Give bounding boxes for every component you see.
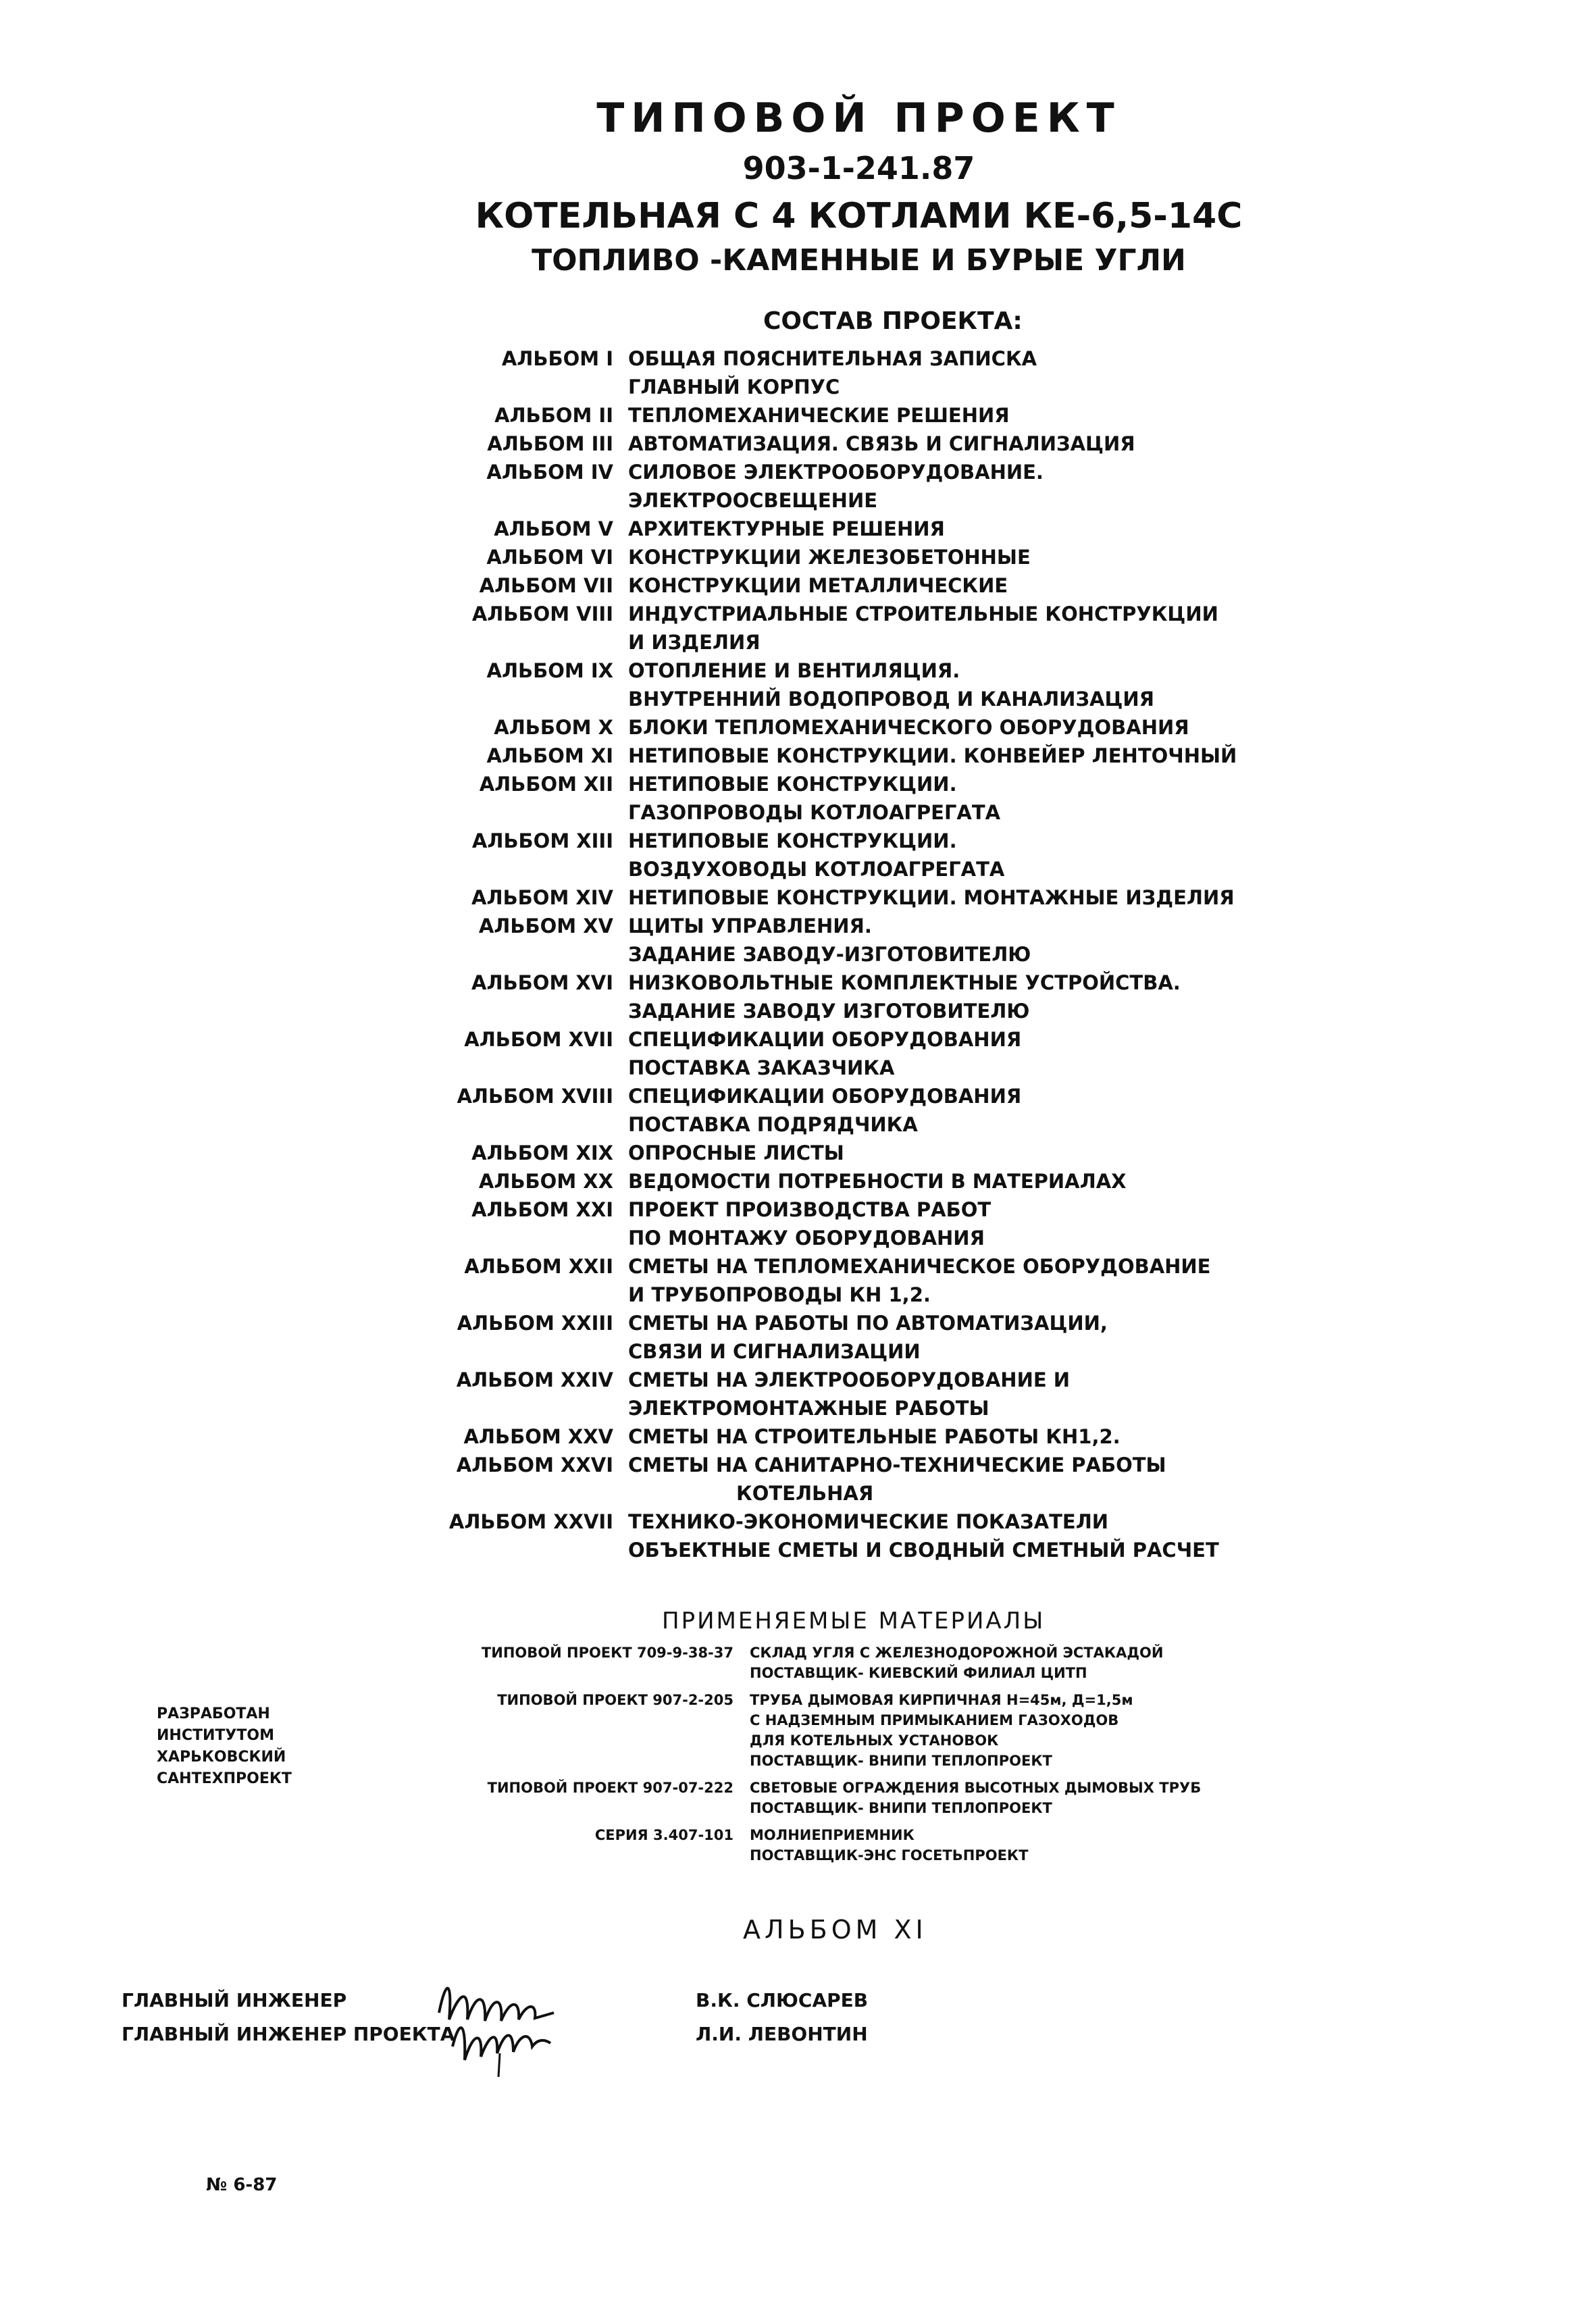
album-label: АЛЬБОМ XI bbox=[486, 744, 613, 767]
album-label: АЛЬБОМ XVII bbox=[464, 1028, 613, 1051]
album-label: АЛЬБОМ XXI bbox=[471, 1198, 613, 1221]
signature-row-chief-project-engineer bbox=[122, 2023, 868, 2045]
fuel-type: ТОПЛИВО -КАМЕННЫЕ И БУРЫЕ УГЛИ bbox=[532, 243, 1186, 278]
material-ref: СЕРИЯ 3.407-101 bbox=[594, 1827, 733, 1843]
material-desc: ДЛЯ КОТЕЛЬНЫХ УСТАНОВОК bbox=[750, 1732, 999, 1749]
album-desc: ЩИТЫ УПРАВЛЕНИЯ. bbox=[628, 915, 872, 937]
album-desc: ВНУТРЕННИЙ ВОДОПРОВОД И КАНАЛИЗАЦИЯ bbox=[628, 688, 1154, 711]
album-desc: СМЕТЫ НА РАБОТЫ ПО АВТОМАТИЗАЦИИ, bbox=[628, 1312, 1108, 1335]
document-code: № 6-87 bbox=[206, 2175, 278, 2195]
album-label: АЛЬБОМ III bbox=[487, 432, 613, 455]
album-entry bbox=[432, 713, 1364, 742]
album-desc: КОНСТРУКЦИИ ЖЕЛЕЗОБЕТОННЫЕ bbox=[628, 546, 1031, 569]
album-desc: СМЕТЫ НА ТЕПЛОМЕХАНИЧЕСКОЕ ОБОРУДОВАНИЕ bbox=[628, 1255, 1211, 1278]
album-entry bbox=[432, 883, 1364, 912]
album-desc: СПЕЦИФИКАЦИИ ОБОРУДОВАНИЯ bbox=[628, 1028, 1022, 1051]
developer-line: САНТЕХПРОЕКТ bbox=[157, 1770, 292, 1787]
developer-block bbox=[157, 1703, 292, 1790]
material-ref: ТИПОВОЙ ПРОЕКТ 907-2-205 bbox=[497, 1692, 733, 1708]
album-label: АЛЬБОМ XV bbox=[478, 915, 613, 937]
material-desc: С НАДЗЕМНЫМ ПРИМЫКАНИЕМ ГАЗОХОДОВ bbox=[750, 1712, 1119, 1728]
album-desc: СМЕТЫ НА СТРОИТЕЛЬНЫЕ РАБОТЫ КН1,2. bbox=[628, 1425, 1121, 1448]
project-subject: КОТЕЛЬНАЯ С 4 КОТЛАМИ КЕ-6,5-14С bbox=[475, 196, 1243, 236]
material-entry bbox=[378, 1643, 1337, 1683]
album-entry bbox=[432, 600, 1364, 657]
album-desc: И ИЗДЕЛИЯ bbox=[628, 631, 761, 654]
album-entry bbox=[432, 401, 1364, 430]
materials-list bbox=[378, 1643, 1337, 1872]
section-boiler-house: КОТЕЛЬНАЯ bbox=[736, 1482, 874, 1505]
album-desc: КОНСТРУКЦИИ МЕТАЛЛИЧЕСКИЕ bbox=[628, 574, 1008, 597]
album-desc: ИНДУСТРИАЛЬНЫЕ СТРОИТЕЛЬНЫЕ КОНСТРУКЦИИ bbox=[628, 602, 1218, 625]
album-label: АЛЬБОМ XIV bbox=[471, 886, 613, 909]
album-desc: ТЕПЛОМЕХАНИЧЕСКИЕ РЕШЕНИЯ bbox=[628, 404, 1010, 427]
album-list bbox=[432, 344, 1364, 1564]
signatory-role: ГЛАВНЫЙ ИНЖЕНЕР bbox=[122, 1989, 347, 2011]
material-desc: СВЕТОВЫЕ ОГРАЖДЕНИЯ ВЫСОТНЫХ ДЫМОВЫХ ТРУБ bbox=[750, 1780, 1202, 1796]
album-entry bbox=[432, 1252, 1364, 1309]
album-desc: ПОСТАВКА ЗАКАЗЧИКА bbox=[628, 1056, 895, 1079]
material-desc: ПОСТАВЩИК-ЭНС ГОСЕТЬПРОЕКТ bbox=[750, 1847, 1029, 1863]
album-label: АЛЬБОМ XXIII bbox=[457, 1312, 613, 1335]
album-desc: ГАЗОПРОВОДЫ КОТЛОАГРЕГАТА bbox=[628, 801, 1001, 824]
album-desc: НЕТИПОВЫЕ КОНСТРУКЦИИ. bbox=[628, 773, 957, 796]
project-number: 903-1-241.87 bbox=[742, 150, 975, 186]
material-entry bbox=[378, 1690, 1337, 1771]
album-entry bbox=[432, 827, 1364, 883]
album-entry bbox=[432, 1309, 1364, 1366]
album-desc: ЗАДАНИЕ ЗАВОДУ ИЗГОТОВИТЕЛЮ bbox=[628, 1000, 1030, 1023]
album-label: АЛЬБОМ XIX bbox=[471, 1141, 613, 1164]
album-label: АЛЬБОМ I bbox=[501, 347, 613, 370]
signatory-name: Л.И. ЛЕВОНТИН bbox=[696, 2023, 868, 2045]
album-label: АЛЬБОМ IX bbox=[486, 659, 613, 682]
album-label: АЛЬБОМ XXV bbox=[463, 1425, 613, 1448]
album-entry bbox=[432, 1139, 1364, 1167]
material-entry bbox=[378, 1778, 1337, 1818]
album-desc: ПРОЕКТ ПРОИЗВОДСТВА РАБОТ bbox=[628, 1198, 992, 1221]
album-entry bbox=[432, 1167, 1364, 1195]
album-label: АЛЬБОМ VI bbox=[486, 546, 613, 569]
album-entry bbox=[432, 1082, 1364, 1139]
album-label: АЛЬБОМ XVIII bbox=[457, 1085, 613, 1108]
album-desc: И ТРУБОПРОВОДЫ КН 1,2. bbox=[628, 1283, 931, 1306]
album-desc: НИЗКОВОЛЬТНЫЕ КОМПЛЕКТНЫЕ УСТРОЙСТВА. bbox=[628, 971, 1181, 994]
album-entry bbox=[432, 515, 1364, 543]
album-entry bbox=[432, 1195, 1364, 1252]
material-desc: ТРУБА ДЫМОВАЯ КИРПИЧНАЯ Н=45м, Д=1,5м bbox=[750, 1692, 1133, 1708]
album-label: АЛЬБОМ XVI bbox=[471, 971, 613, 994]
album-desc: ОПРОСНЫЕ ЛИСТЫ bbox=[628, 1141, 844, 1164]
album-entry bbox=[432, 543, 1364, 571]
album-label: АЛЬБОМ VIII bbox=[471, 602, 613, 625]
developer-line: ИНСТИТУТОМ bbox=[157, 1727, 274, 1744]
album-label: АЛЬБОМ V bbox=[494, 517, 613, 540]
album-entry bbox=[432, 571, 1364, 600]
signature-row-chief-engineer bbox=[122, 1989, 869, 2011]
album-desc: АВТОМАТИЗАЦИЯ. СВЯЗЬ И СИГНАЛИЗАЦИЯ bbox=[628, 432, 1135, 455]
composition-heading: СОСТАВ ПРОЕКТА: bbox=[763, 307, 1023, 335]
album-entry bbox=[432, 344, 1364, 373]
album-desc: ПОСТАВКА ПОДРЯДЧИКА bbox=[628, 1113, 918, 1136]
album-label: АЛЬБОМ XII bbox=[479, 773, 613, 796]
album-entry bbox=[432, 657, 1364, 713]
material-desc: ПОСТАВЩИК- ВНИПИ ТЕПЛОПРОЕКТ bbox=[750, 1753, 1052, 1769]
album-desc: ОТОПЛЕНИЕ И ВЕНТИЛЯЦИЯ. bbox=[628, 659, 960, 682]
album-desc: ОБЪЕКТНЫЕ СМЕТЫ И СВОДНЫЙ СМЕТНЫЙ РАСЧЕТ bbox=[628, 1539, 1219, 1562]
album-entry bbox=[432, 742, 1364, 770]
album-desc: ЭЛЕКТРООСВЕЩЕНИЕ bbox=[628, 489, 878, 512]
album-label: АЛЬБОМ IV bbox=[486, 461, 613, 484]
material-desc: ПОСТАВЩИК- ВНИПИ ТЕПЛОПРОЕКТ bbox=[750, 1800, 1052, 1816]
album-label: АЛЬБОМ XX bbox=[478, 1170, 613, 1193]
album-label: АЛЬБОМ XXII bbox=[464, 1255, 613, 1278]
album-desc: ПО МОНТАЖУ ОБОРУДОВАНИЯ bbox=[628, 1227, 985, 1250]
materials-heading: ПРИМЕНЯЕМЫЕ МАТЕРИАЛЫ bbox=[662, 1608, 1046, 1635]
developer-line: РАЗРАБОТАН bbox=[157, 1705, 270, 1722]
album-entry bbox=[432, 1025, 1364, 1082]
album-desc: АРХИТЕКТУРНЫЕ РЕШЕНИЯ bbox=[628, 517, 945, 540]
material-desc: ПОСТАВЩИК- КИЕВСКИЙ ФИЛИАЛ ЦИТП bbox=[750, 1665, 1087, 1681]
album-entry bbox=[432, 458, 1364, 515]
album-desc: ЗАДАНИЕ ЗАВОДУ-ИЗГОТОВИТЕЛЮ bbox=[628, 943, 1031, 966]
album-label: АЛЬБОМ XXIV bbox=[456, 1368, 613, 1391]
signatory-name: В.К. СЛЮСАРЕВ bbox=[696, 1989, 869, 2011]
album-entry bbox=[432, 770, 1364, 827]
album-entry bbox=[432, 1366, 1364, 1422]
material-ref: ТИПОВОЙ ПРОЕКТ 907-07-222 bbox=[487, 1780, 733, 1796]
material-desc: СКЛАД УГЛЯ С ЖЕЛЕЗНОДОРОЖНОЙ ЭСТАКАДОЙ bbox=[750, 1645, 1164, 1661]
album-entry bbox=[432, 1422, 1364, 1451]
album-desc: НЕТИПОВЫЕ КОНСТРУКЦИИ. bbox=[628, 829, 957, 852]
section-main-building: ГЛАВНЫЙ КОРПУС bbox=[628, 376, 840, 398]
album-entry bbox=[432, 430, 1364, 458]
album-desc: ОБЩАЯ ПОЯСНИТЕЛЬНАЯ ЗАПИСКА bbox=[628, 347, 1037, 370]
album-desc: НЕТИПОВЫЕ КОНСТРУКЦИИ. МОНТАЖНЫЕ ИЗДЕЛИЯ bbox=[628, 886, 1235, 909]
album-desc: БЛОКИ ТЕПЛОМЕХАНИЧЕСКОГО ОБОРУДОВАНИЯ bbox=[628, 716, 1189, 739]
album-label: АЛЬБОМ VII bbox=[479, 574, 613, 597]
album-desc: ТЕХНИКО-ЭКОНОМИЧЕСКИЕ ПОКАЗАТЕЛИ bbox=[628, 1510, 1109, 1533]
album-number: АЛЬБОМ XI bbox=[743, 1915, 927, 1945]
album-entry bbox=[432, 1508, 1364, 1564]
album-desc: СМЕТЫ НА ЭЛЕКТРООБОРУДОВАНИЕ И bbox=[628, 1368, 1071, 1391]
album-label: АЛЬБОМ XXVI bbox=[456, 1454, 613, 1476]
album-entry bbox=[432, 912, 1364, 969]
album-label: АЛЬБОМ XIII bbox=[471, 829, 613, 852]
album-desc: НЕТИПОВЫЕ КОНСТРУКЦИИ. КОНВЕЙЕР ЛЕНТОЧНЫЙ bbox=[628, 744, 1237, 767]
material-desc: МОЛНИЕПРИЕМНИК bbox=[750, 1827, 915, 1843]
album-label: АЛЬБОМ X bbox=[494, 716, 613, 739]
album-label: АЛЬБОМ II bbox=[494, 404, 613, 427]
album-desc: ЭЛЕКТРОМОНТАЖНЫЕ РАБОТЫ bbox=[628, 1397, 989, 1420]
material-ref: ТИПОВОЙ ПРОЕКТ 709-9-38-37 bbox=[481, 1645, 733, 1661]
doc-title: ТИПОВОЙ ПРОЕКТ bbox=[596, 95, 1121, 142]
album-entry bbox=[432, 1451, 1364, 1479]
signatory-role: ГЛАВНЫЙ ИНЖЕНЕР ПРОЕКТА bbox=[122, 2023, 455, 2045]
album-desc: СМЕТЫ НА САНИТАРНО-ТЕХНИЧЕСКИЕ РАБОТЫ bbox=[628, 1454, 1166, 1476]
album-desc: ВОЗДУХОВОДЫ КОТЛОАГРЕГАТА bbox=[628, 858, 1005, 881]
developer-line: ХАРЬКОВСКИЙ bbox=[157, 1749, 286, 1766]
material-entry bbox=[378, 1825, 1337, 1866]
album-desc: СИЛОВОЕ ЭЛЕКТРООБОРУДОВАНИЕ. bbox=[628, 461, 1044, 484]
album-desc: СПЕЦИФИКАЦИИ ОБОРУДОВАНИЯ bbox=[628, 1085, 1022, 1108]
album-desc: СВЯЗИ И СИГНАЛИЗАЦИИ bbox=[628, 1340, 921, 1363]
album-desc: ВЕДОМОСТИ ПОТРЕБНОСТИ В МАТЕРИАЛАХ bbox=[628, 1170, 1127, 1193]
album-entry bbox=[432, 969, 1364, 1025]
album-label: АЛЬБОМ XXVII bbox=[448, 1510, 613, 1533]
